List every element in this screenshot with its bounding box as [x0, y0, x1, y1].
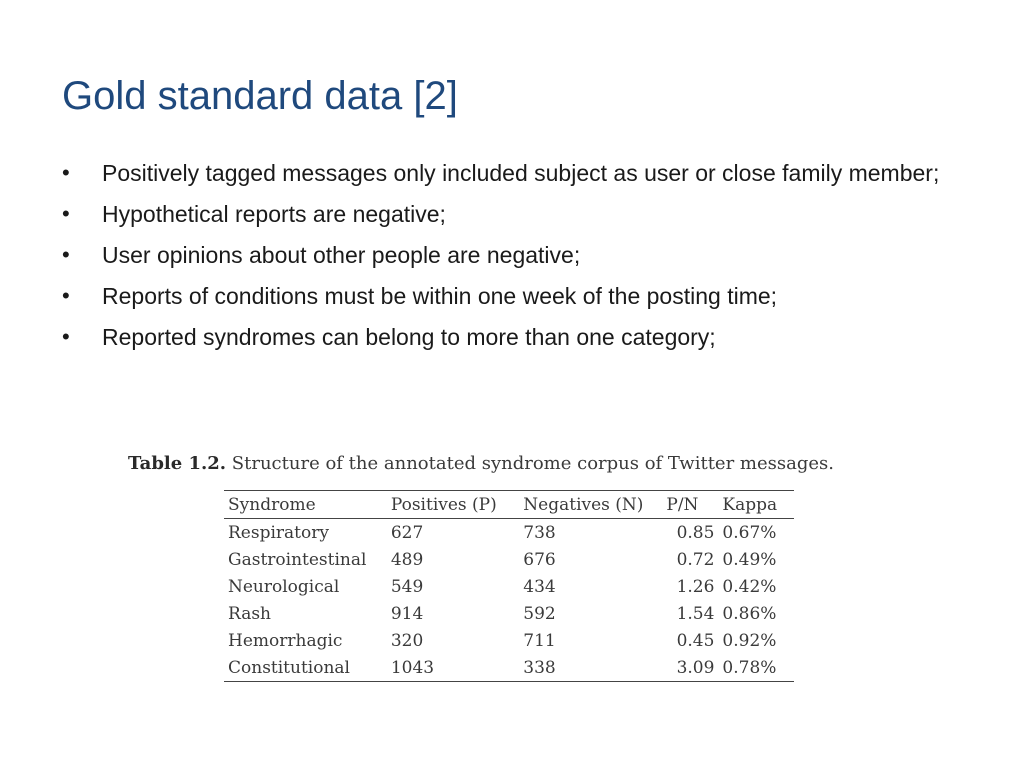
cell-kappa: 0.78% [722, 657, 777, 678]
table-row [224, 627, 794, 654]
cell-syndrome: Respiratory [228, 522, 329, 543]
cell-pn: 0.72 [676, 549, 715, 570]
table-row [224, 546, 794, 573]
header-kappa: Kappa [718, 491, 794, 519]
table-row [224, 600, 794, 627]
cell-pn: 1.54 [676, 603, 715, 624]
header-pn: P/N [662, 491, 718, 519]
cell-negatives: 711 [523, 630, 556, 651]
table-row [224, 573, 794, 600]
bullet-item [62, 279, 952, 313]
cell-pn: 0.45 [676, 630, 715, 651]
cell-negatives: 434 [523, 576, 556, 597]
bullet-text: Reported syndromes can belong to more than one category; [102, 324, 716, 350]
cell-kappa: 0.92% [722, 630, 777, 651]
bullet-item [62, 320, 952, 354]
bullet-icon: • [62, 242, 70, 267]
cell-kappa: 0.86% [722, 603, 777, 624]
cell-positives: 320 [390, 630, 424, 651]
bullet-icon: • [62, 324, 70, 349]
cell-positives: 489 [390, 549, 424, 570]
bullet-list [62, 156, 952, 361]
cell-positives: 627 [390, 522, 424, 543]
bullet-icon: • [62, 283, 70, 308]
bullet-icon: • [62, 160, 70, 185]
cell-negatives: 676 [523, 549, 556, 570]
slide-title: Gold standard data [2] [62, 74, 458, 118]
syndrome-table [224, 490, 794, 682]
bullet-text: Hypothetical reports are negative; [102, 201, 446, 227]
table-caption-text: Structure of the annotated syndrome corpus of Twitter messages. [231, 453, 834, 474]
cell-pn: 3.09 [676, 657, 715, 678]
cell-syndrome: Neurological [228, 576, 340, 597]
header-syndrome: Syndrome [224, 491, 387, 519]
cell-pn: 0.85 [676, 522, 715, 543]
cell-kappa: 0.67% [722, 522, 777, 543]
cell-positives: 549 [390, 576, 424, 597]
table-figure [128, 447, 918, 692]
cell-negatives: 592 [523, 603, 556, 624]
table-row [224, 654, 794, 682]
table-caption-label: Table 1.2. [128, 453, 227, 474]
bullet-text: Reports of conditions must be within one week of the posting time; [102, 283, 778, 309]
bullet-text: Positively tagged messages only included subject as user or close family member; [102, 160, 940, 186]
header-negatives: Negatives (N) [519, 491, 662, 519]
table-caption [128, 451, 834, 477]
cell-kappa: 0.42% [722, 576, 777, 597]
cell-kappa: 0.49% [722, 549, 777, 570]
cell-positives: 914 [390, 603, 424, 624]
bullet-icon: • [62, 201, 70, 226]
cell-positives: 1043 [390, 657, 435, 678]
cell-syndrome: Hemorrhagic [228, 630, 343, 651]
table-row [224, 519, 794, 547]
cell-pn: 1.26 [676, 576, 715, 597]
cell-negatives: 738 [523, 522, 556, 543]
bullet-item [62, 197, 952, 231]
bullet-text: User opinions about other people are negative; [102, 242, 581, 268]
table-header-row [224, 491, 794, 519]
cell-syndrome: Constitutional [228, 657, 350, 678]
header-positives: Positives (P) [387, 491, 519, 519]
cell-syndrome: Gastrointestinal [228, 549, 367, 570]
cell-syndrome: Rash [228, 603, 271, 624]
bullet-item [62, 156, 952, 190]
bullet-item [62, 238, 952, 272]
cell-negatives: 338 [523, 657, 556, 678]
